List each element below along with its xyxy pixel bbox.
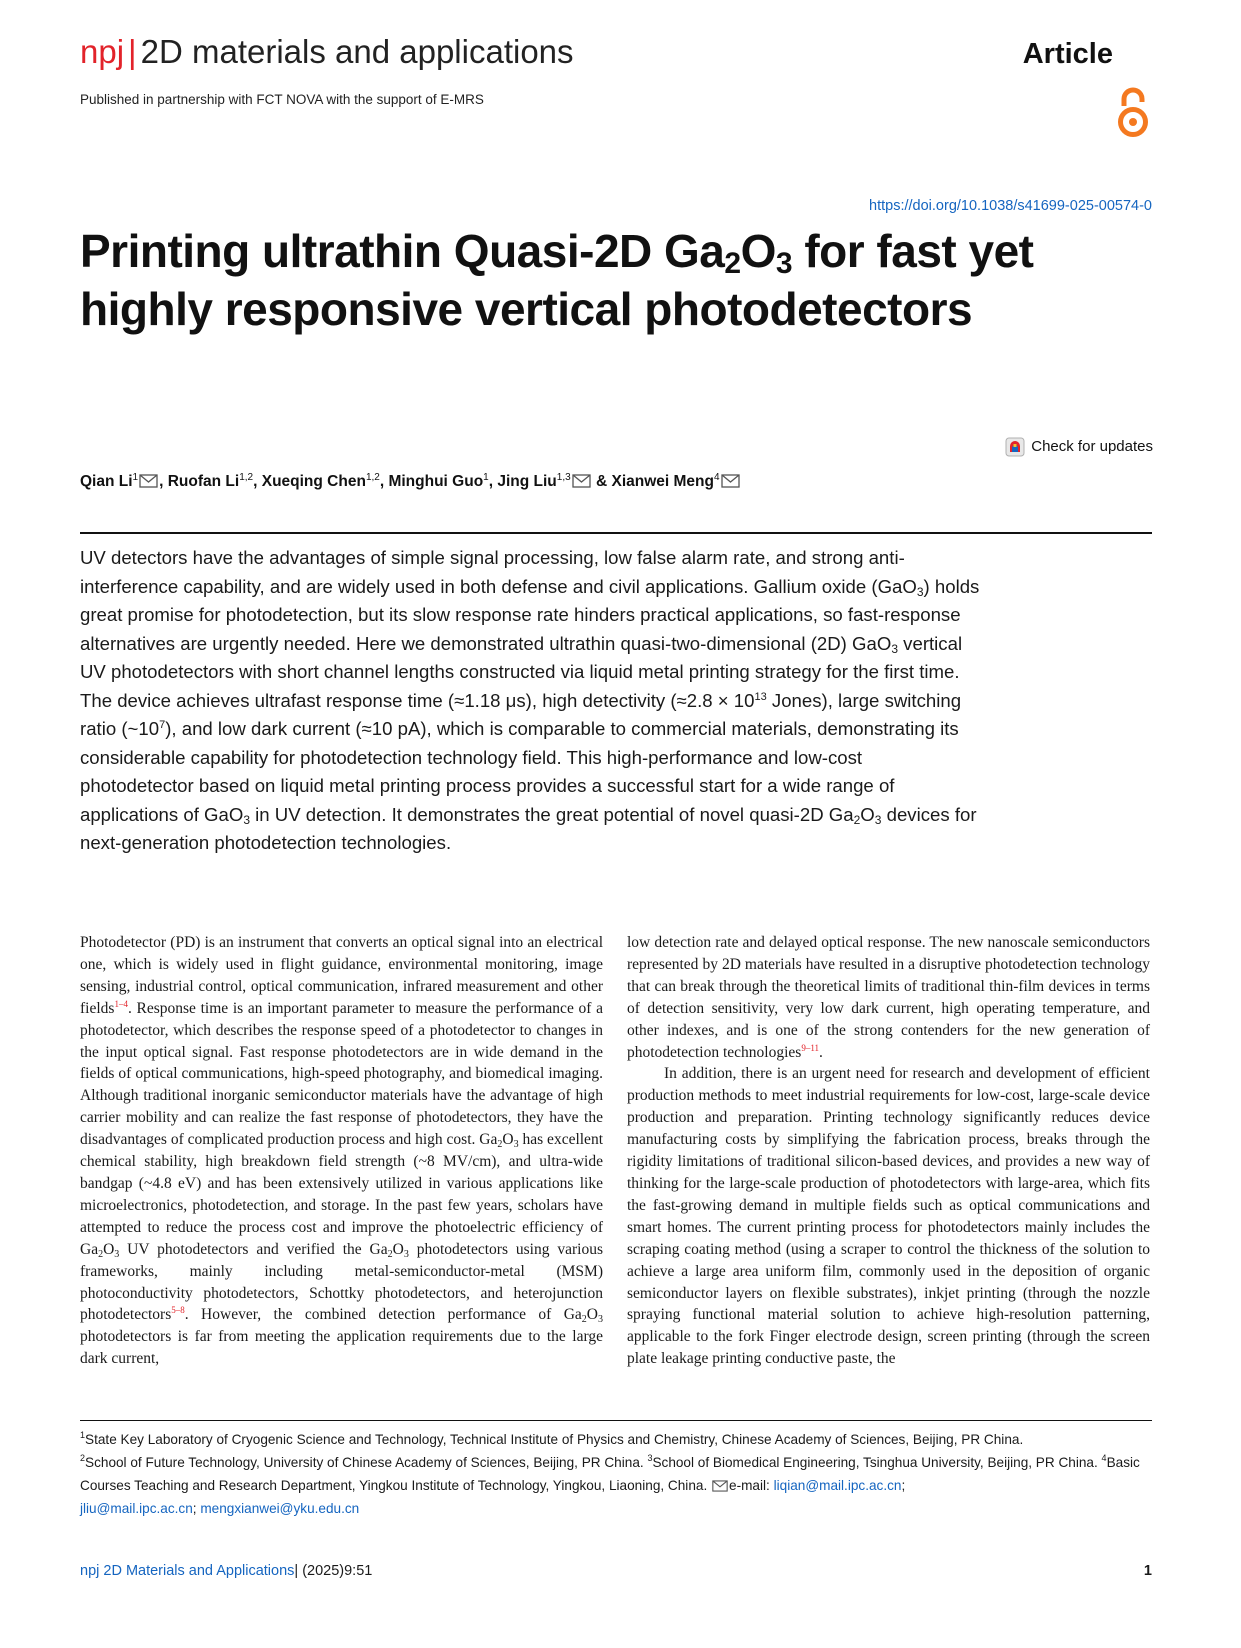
author-separator: &: [591, 473, 612, 490]
author-separator: ,: [253, 473, 262, 490]
paragraph: Photodetector (PD) is an instrument that converts an optical signal into an electrical one, which is widely used in flight guidance, environmental monitoring, image sensing, industrial control, optical communication, infrared measurement and other fields$^{1-4}$. Response time is an important parameter to measure the performance of a photodetector, which describes the response speed of a photodetector to changes in the input optical signal. Fast response photodetectors are in wide demand in the fields of optical communications, high-speed photography, and biomedical imaging. Although traditional inorganic semiconductor materials have the advantage of high carrier mobility and can realize the fast response of photodetectors, they have the disadvantages of complicated production process and high cost. $Ga_2O_3$ has excellent chemical stability, high breakdown field strength (~8 MV/cm), and ultra-wide bandgap (~4.8 eV) and has been extensively utilized in various applications like microelectronics, photodetection, and storage. In the past few years, scholars have attempted to reduce the process cost and improve the photoelectric efficiency of $Ga_2O_3$ UV photodetectors and verified the $Ga_2O_3$ photodetectors using various frameworks, mainly including metal-semiconductor-metal (MSM) photoconductivity photodetectors, Schottky photodetectors, and heterojunction photodetectors$^{5-8}$. However, the combined detection performance of $Ga_2O_3$ photodetectors is far from meeting the application requirements due to the large dark current,: [80, 934, 603, 1368]
open-access-icon: [1115, 86, 1151, 140]
author-separator: ,: [488, 473, 498, 490]
author-affiliation: 1,2: [365, 472, 380, 483]
body-column-left: [80, 932, 603, 1370]
email-link[interactable]: liqian@mail.ipc.ac.cn: [773, 1478, 902, 1493]
paragraph: In addition, there is an urgent need for research and development of efficient production methods to meet industrial requirements for low-cost, large-scale device production and preparation. Printing technology significantly reduces device manufacturing costs by simplifying the fabrication process, breaks through the rigidity limitations of traditional silicon-based devices, and provides a new way of thinking for the large-scale production of photodetectors with large-area, which fits the fast-growing demand in multiple fields such as optical communications and smart homes. The current printing process for photodetectors mainly includes the scraping coating method (using a scraper to control the thickness of the solution to achieve a large area uniform film, commonly used in the deposition of organic semiconductor layers on flexible substrates), inkjet printing (through the nozzle spraying functional material solution to achieve high-resolution patterning, applicable to the fork Finger electrode design, screen printing (through the screen plate leakage printing conductive paste, the: [627, 1065, 1150, 1368]
author-name: Jing Liu: [497, 473, 557, 490]
paragraph: low detection rate and delayed optical response. The new nanoscale semiconductors represented by 2D materials have resulted in a disruptive photodetection technology that can break through the theoretical limits of traditional thin-film devices in terms of detection sensitivity, very low dark current, high operating temperature, and other indexes, and is one of the strong contenders for the new generation of photodetection technologies$^{9-11}$.: [627, 934, 1150, 1061]
email-link[interactable]: jliu@mail.ipc.ac.cn: [80, 1501, 193, 1516]
reference-link[interactable]: 9–11: [801, 1042, 820, 1053]
author-separator: ,: [159, 473, 168, 490]
check-for-updates-button[interactable]: [1005, 436, 1153, 458]
author-affiliation: 1,2: [239, 472, 254, 483]
email-link[interactable]: mengxianwei@yku.edu.cn: [200, 1501, 360, 1516]
author-affiliation: 1,3: [556, 472, 571, 483]
footer-citation: npj 2D Materials and Applications| (2025)9:51: [80, 1563, 373, 1579]
email-icon[interactable]: [139, 474, 158, 488]
author-affiliation: 1: [132, 472, 139, 483]
check-updates-label: Check for updates: [1031, 438, 1153, 455]
email-icon[interactable]: [572, 474, 591, 488]
page-number: 1: [1143, 1563, 1152, 1579]
author-affiliation: 4: [714, 472, 720, 483]
author-list: [80, 470, 741, 494]
article-title: Printing ultrathin Quasi-2D $Ga_2O_3$ for fast yet highly responsive vertical photodetectors: [80, 225, 1034, 335]
author-name: Xueqing Chen: [261, 473, 366, 490]
reference-link[interactable]: 5–8: [171, 1305, 185, 1316]
author-name: Xianwei Meng: [611, 473, 714, 490]
abstract: UV detectors have the advantages of simple signal processing, low false alarm rate, and strong anti-interference capability, and are widely used in both defense and civil applications. Gallium oxide (GaO$_3$) holds great promise for photodetection, but its slow response rate hinders practical applications, so fast-response alternatives are urgently needed. Here we demonstrated ultrathin quasi-two-dimensional (2D) GaO$_3$ vertical UV photodetectors with short channel lengths constructed via liquid metal printing strategy for the first time. The device achieves ultrafast response time (≈1.18 μs), high detectivity ($\approx 2.8 \times 10^{13}$ Jones), large switching ratio $(\sim 10^7)$, and low dark current (≈10 pA), which is comparable to commercial materials, demonstrating its considerable capability for photodetection technology field. This high-performance and low-cost photodetector based on liquid metal printing process provides a successful start for a wide range of applications of GaO$_3$ in UV detection. It demonstrates the great potential of novel quasi-2D $Ga_2O_3$ devices for next-generation photodetection technologies.: [80, 547, 980, 853]
author-name: Qian Li: [80, 473, 133, 490]
author-name: Ruofan Li: [167, 473, 240, 490]
author-name: Minghui Guo: [388, 473, 484, 490]
footer-journal-link[interactable]: npj 2D Materials and Applications: [80, 1563, 295, 1579]
body-column-right: [627, 932, 1150, 1370]
doi-link[interactable]: https://doi.org/10.1038/s41699-025-00574-0: [869, 198, 1152, 214]
article-type-label: Article: [1022, 38, 1113, 70]
journal-name: npj | 2D materials and applications: [80, 33, 574, 70]
email-icon: [712, 1480, 728, 1492]
affiliations-footnote: $^1$State Key Laboratory of Cryogenic Science and Technology, Technical Institute of Physics and Chemistry, Chinese Academy of Sciences, Beijing, PR China. $^2$School of Future Technology, University of Chinese Academy of Sciences, Beijing, PR China. $^3$School of Biomedical Engineering, Tsinghua University, Beijing, PR China. $^4$Basic Courses Teaching and Research Department, Yingkou Institute of Technology, Yingkou, Liaoning, China. e-mail: liqian@mail.ipc.ac.cn; jliu@mail.ipc.ac.cn; mengxianwei@yku.edu.cn: [80, 1430, 1140, 1516]
partnership-line: Published in partnership with FCT NOVA with the support of E-MRS: [80, 92, 484, 107]
reference-link[interactable]: 1–4: [114, 998, 128, 1009]
email-icon[interactable]: [721, 474, 740, 488]
author-separator: ,: [379, 473, 389, 490]
header-divider: [80, 532, 1152, 534]
author-affiliation: 1: [483, 472, 489, 483]
footnote-divider: [80, 1420, 1152, 1421]
check-updates-icon: [1005, 437, 1025, 457]
